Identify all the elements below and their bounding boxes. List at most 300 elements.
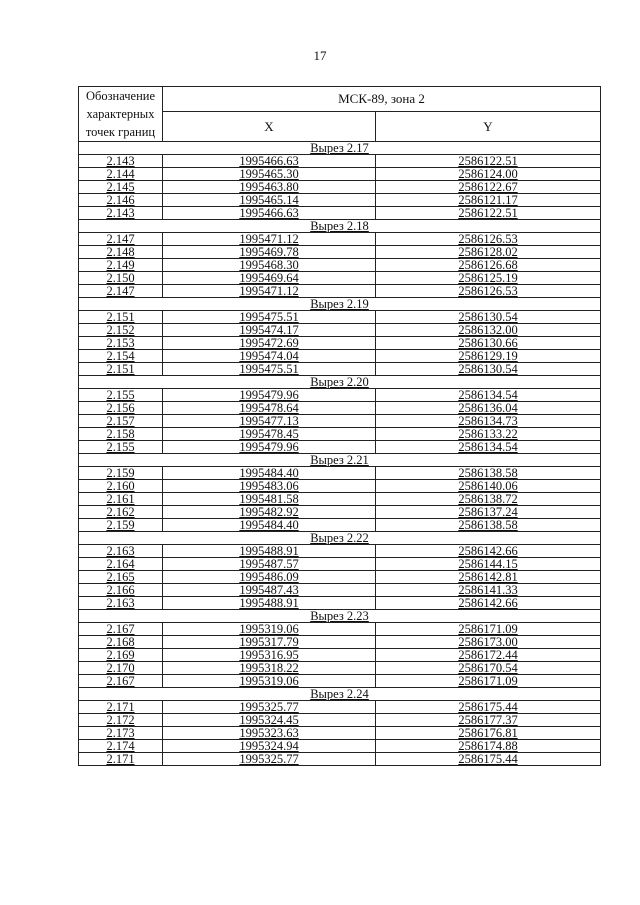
x-coordinate-cell xyxy=(163,467,376,480)
y-coordinate-value: 2586124.00 xyxy=(458,167,518,181)
y-coordinate-value: 2586172.44 xyxy=(458,648,518,662)
y-coordinate-value: 2586176.81 xyxy=(458,726,518,740)
y-coordinate-cell xyxy=(376,519,601,532)
y-coordinate-cell xyxy=(376,428,601,441)
point-id-value: 2.159 xyxy=(106,466,135,480)
y-coordinate-value: 2586171.09 xyxy=(458,674,518,688)
x-coordinate-value: 1995484.40 xyxy=(239,518,299,532)
y-coordinate-value: 2586142.81 xyxy=(458,570,518,584)
point-id-cell xyxy=(79,584,163,597)
section-title-cell xyxy=(79,142,601,155)
point-id-value: 2.146 xyxy=(106,193,135,207)
section-row xyxy=(79,688,601,701)
point-id-value: 2.174 xyxy=(106,739,135,753)
table-row xyxy=(79,246,601,259)
x-coordinate-value: 1995319.06 xyxy=(239,622,299,636)
section-title-cell xyxy=(79,688,601,701)
x-coordinate-cell xyxy=(163,350,376,363)
x-coordinate-cell xyxy=(163,519,376,532)
y-coordinate-cell xyxy=(376,740,601,753)
table-row xyxy=(79,389,601,402)
table-row xyxy=(79,311,601,324)
table-row xyxy=(79,194,601,207)
y-coordinate-cell xyxy=(376,350,601,363)
point-id-value: 2.154 xyxy=(106,349,135,363)
point-id-cell xyxy=(79,571,163,584)
x-coordinate-cell xyxy=(163,714,376,727)
y-coordinate-value: 2586142.66 xyxy=(458,596,518,610)
point-id-value: 2.147 xyxy=(106,232,135,246)
x-coordinate-cell xyxy=(163,753,376,766)
y-coordinate-cell xyxy=(376,311,601,324)
section-title: Вырез 2.21 xyxy=(310,453,369,467)
y-coordinate-cell xyxy=(376,493,601,506)
table-row xyxy=(79,402,601,415)
y-coordinate-value: 2586130.54 xyxy=(458,362,518,376)
table-row xyxy=(79,337,601,350)
table-row xyxy=(79,506,601,519)
point-id-value: 2.172 xyxy=(106,713,135,727)
point-id-value: 2.145 xyxy=(106,180,135,194)
x-coordinate-value: 1995318.22 xyxy=(239,661,299,675)
point-id-value: 2.152 xyxy=(106,323,135,337)
point-id-value: 2.164 xyxy=(106,557,135,571)
y-coordinate-cell xyxy=(376,545,601,558)
y-coordinate-cell xyxy=(376,402,601,415)
y-coordinate-cell xyxy=(376,389,601,402)
y-coordinate-value: 2586141.33 xyxy=(458,583,518,597)
section-title: Вырез 2.18 xyxy=(310,219,369,233)
point-id-cell xyxy=(79,623,163,636)
y-coordinate-value: 2586136.04 xyxy=(458,401,518,415)
x-coordinate-cell xyxy=(163,675,376,688)
section-row xyxy=(79,142,601,155)
point-id-value: 2.149 xyxy=(106,258,135,272)
x-coordinate-cell xyxy=(163,571,376,584)
table-header xyxy=(79,87,601,142)
x-coordinate-value: 1995475.51 xyxy=(239,310,299,324)
table-row xyxy=(79,272,601,285)
point-id-cell xyxy=(79,753,163,766)
point-id-cell xyxy=(79,168,163,181)
table-row xyxy=(79,623,601,636)
x-coordinate-value: 1995465.30 xyxy=(239,167,299,181)
x-coordinate-cell xyxy=(163,194,376,207)
point-id-cell xyxy=(79,480,163,493)
y-coordinate-value: 2586144.15 xyxy=(458,557,518,571)
point-id-cell xyxy=(79,636,163,649)
section-title: Вырез 2.24 xyxy=(310,687,369,701)
y-coordinate-value: 2586137.24 xyxy=(458,505,518,519)
y-coordinate-value: 2586130.54 xyxy=(458,310,518,324)
x-coordinate-cell xyxy=(163,363,376,376)
point-id-value: 2.173 xyxy=(106,726,135,740)
y-coordinate-value: 2586171.09 xyxy=(458,622,518,636)
x-coordinate-cell xyxy=(163,584,376,597)
x-coordinate-value: 1995487.57 xyxy=(239,557,299,571)
point-id-cell xyxy=(79,194,163,207)
section-title-cell xyxy=(79,610,601,623)
y-coordinate-cell xyxy=(376,662,601,675)
coordinates-table xyxy=(78,86,601,766)
y-coordinate-value: 2586130.66 xyxy=(458,336,518,350)
y-coordinate-cell xyxy=(376,649,601,662)
x-coordinate-value: 1995478.45 xyxy=(239,427,299,441)
y-coordinate-value: 2586134.54 xyxy=(458,388,518,402)
x-coordinate-cell xyxy=(163,207,376,220)
table-row xyxy=(79,727,601,740)
table-row xyxy=(79,649,601,662)
y-coordinate-cell xyxy=(376,467,601,480)
x-coordinate-cell xyxy=(163,259,376,272)
x-coordinate-cell xyxy=(163,428,376,441)
table-row xyxy=(79,545,601,558)
y-coordinate-cell xyxy=(376,272,601,285)
x-coordinate-value: 1995488.91 xyxy=(239,596,299,610)
section-title-cell xyxy=(79,298,601,311)
y-coordinate-value: 2586126.68 xyxy=(458,258,518,272)
point-id-cell xyxy=(79,363,163,376)
y-coordinate-value: 2586170.54 xyxy=(458,661,518,675)
section-title-cell xyxy=(79,220,601,233)
point-id-cell xyxy=(79,649,163,662)
y-coordinate-cell xyxy=(376,753,601,766)
x-coordinate-cell xyxy=(163,311,376,324)
table-row xyxy=(79,168,601,181)
point-id-value: 2.151 xyxy=(106,362,135,376)
y-coordinate-value: 2586134.73 xyxy=(458,414,518,428)
section-title-cell xyxy=(79,376,601,389)
x-coordinate-value: 1995465.14 xyxy=(239,193,299,207)
y-coordinate-cell xyxy=(376,181,601,194)
section-row xyxy=(79,532,601,545)
y-coordinate-cell xyxy=(376,259,601,272)
point-id-value: 2.159 xyxy=(106,518,135,532)
table-row xyxy=(79,493,601,506)
table-row xyxy=(79,415,601,428)
point-id-cell xyxy=(79,558,163,571)
y-coordinate-value: 2586122.51 xyxy=(458,154,518,168)
point-id-value: 2.162 xyxy=(106,505,135,519)
point-id-cell xyxy=(79,207,163,220)
table-row xyxy=(79,259,601,272)
x-coordinate-value: 1995482.92 xyxy=(239,505,299,519)
section-title: Вырез 2.22 xyxy=(310,531,369,545)
x-coordinate-cell xyxy=(163,181,376,194)
table-row xyxy=(79,584,601,597)
x-coordinate-value: 1995474.17 xyxy=(239,323,299,337)
table-row xyxy=(79,675,601,688)
point-id-value: 2.160 xyxy=(106,479,135,493)
x-coordinate-value: 1995324.45 xyxy=(239,713,299,727)
y-coordinate-value: 2586138.58 xyxy=(458,466,518,480)
point-id-cell xyxy=(79,389,163,402)
x-coordinate-cell xyxy=(163,558,376,571)
point-id-value: 2.165 xyxy=(106,570,135,584)
y-coordinate-value: 2586122.51 xyxy=(458,206,518,220)
x-coordinate-value: 1995466.63 xyxy=(239,154,299,168)
section-title: Вырез 2.19 xyxy=(310,297,369,311)
point-id-value: 2.171 xyxy=(106,752,135,766)
x-coordinate-cell xyxy=(163,506,376,519)
x-coordinate-value: 1995316.95 xyxy=(239,648,299,662)
y-coordinate-cell xyxy=(376,168,601,181)
table-row xyxy=(79,233,601,246)
x-coordinate-cell xyxy=(163,233,376,246)
x-coordinate-value: 1995474.04 xyxy=(239,349,299,363)
x-coordinate-cell xyxy=(163,168,376,181)
x-coordinate-value: 1995486.09 xyxy=(239,570,299,584)
x-coordinate-value: 1995469.78 xyxy=(239,245,299,259)
x-coordinate-value: 1995472.69 xyxy=(239,336,299,350)
table-row xyxy=(79,714,601,727)
table-row xyxy=(79,753,601,766)
y-coordinate-cell xyxy=(376,506,601,519)
y-coordinate-cell xyxy=(376,441,601,454)
point-id-value: 2.151 xyxy=(106,310,135,324)
y-coordinate-cell xyxy=(376,246,601,259)
table-row xyxy=(79,662,601,675)
section-row xyxy=(79,298,601,311)
x-coordinate-value: 1995319.06 xyxy=(239,674,299,688)
y-coordinate-value: 2586142.66 xyxy=(458,544,518,558)
y-coordinate-value: 2586125.19 xyxy=(458,271,518,285)
header-coordinate-system: МСК-89, зона 2 xyxy=(163,87,601,112)
point-id-value: 2.163 xyxy=(106,544,135,558)
point-id-cell xyxy=(79,350,163,363)
x-coordinate-cell xyxy=(163,623,376,636)
y-coordinate-value: 2586126.53 xyxy=(458,232,518,246)
y-coordinate-cell xyxy=(376,285,601,298)
x-coordinate-value: 1995317.79 xyxy=(239,635,299,649)
point-id-value: 2.166 xyxy=(106,583,135,597)
table-row xyxy=(79,324,601,337)
table-row xyxy=(79,363,601,376)
point-id-cell xyxy=(79,272,163,285)
header-point-line-1: Обозначение xyxy=(85,89,156,103)
point-id-value: 2.147 xyxy=(106,284,135,298)
table-row xyxy=(79,558,601,571)
y-coordinate-cell xyxy=(376,558,601,571)
table-row xyxy=(79,428,601,441)
point-id-value: 2.167 xyxy=(106,622,135,636)
x-coordinate-cell xyxy=(163,545,376,558)
point-id-value: 2.171 xyxy=(106,700,135,714)
section-title: Вырез 2.20 xyxy=(310,375,369,389)
x-coordinate-cell xyxy=(163,272,376,285)
point-id-cell xyxy=(79,428,163,441)
header-y: Y xyxy=(376,112,601,142)
y-coordinate-value: 2586173.00 xyxy=(458,635,518,649)
table-row xyxy=(79,571,601,584)
section-row xyxy=(79,454,601,467)
point-id-value: 2.155 xyxy=(106,440,135,454)
x-coordinate-cell xyxy=(163,441,376,454)
point-id-value: 2.158 xyxy=(106,427,135,441)
point-id-value: 2.144 xyxy=(106,167,135,181)
y-coordinate-cell xyxy=(376,584,601,597)
y-coordinate-cell xyxy=(376,324,601,337)
point-id-cell xyxy=(79,597,163,610)
y-coordinate-value: 2586129.19 xyxy=(458,349,518,363)
header-point-line-3: точек границ xyxy=(85,125,156,139)
point-id-value: 2.156 xyxy=(106,401,135,415)
x-coordinate-cell xyxy=(163,285,376,298)
x-coordinate-value: 1995479.96 xyxy=(239,388,299,402)
x-coordinate-value: 1995469.64 xyxy=(239,271,299,285)
point-id-cell xyxy=(79,493,163,506)
y-coordinate-cell xyxy=(376,701,601,714)
table-row xyxy=(79,597,601,610)
point-id-cell xyxy=(79,662,163,675)
point-id-cell xyxy=(79,714,163,727)
x-coordinate-value: 1995481.58 xyxy=(239,492,299,506)
y-coordinate-cell xyxy=(376,363,601,376)
x-coordinate-cell xyxy=(163,324,376,337)
y-coordinate-cell xyxy=(376,194,601,207)
x-coordinate-cell xyxy=(163,155,376,168)
point-id-cell xyxy=(79,701,163,714)
x-coordinate-value: 1995478.64 xyxy=(239,401,299,415)
table-row xyxy=(79,441,601,454)
x-coordinate-value: 1995324.94 xyxy=(239,739,299,753)
point-id-value: 2.143 xyxy=(106,154,135,168)
point-id-value: 2.153 xyxy=(106,336,135,350)
table-row xyxy=(79,181,601,194)
table-row xyxy=(79,636,601,649)
y-coordinate-value: 2586133.22 xyxy=(458,427,518,441)
point-id-cell xyxy=(79,324,163,337)
x-coordinate-value: 1995463.80 xyxy=(239,180,299,194)
x-coordinate-cell xyxy=(163,402,376,415)
point-id-cell xyxy=(79,519,163,532)
x-coordinate-value: 1995323.63 xyxy=(239,726,299,740)
x-coordinate-cell xyxy=(163,389,376,402)
x-coordinate-cell xyxy=(163,415,376,428)
y-coordinate-cell xyxy=(376,571,601,584)
x-coordinate-cell xyxy=(163,649,376,662)
point-id-cell xyxy=(79,337,163,350)
page-number: 17 xyxy=(313,48,327,63)
y-coordinate-cell xyxy=(376,597,601,610)
point-id-value: 2.155 xyxy=(106,388,135,402)
x-coordinate-cell xyxy=(163,246,376,259)
point-id-value: 2.169 xyxy=(106,648,135,662)
y-coordinate-cell xyxy=(376,415,601,428)
point-id-cell xyxy=(79,467,163,480)
x-coordinate-cell xyxy=(163,662,376,675)
y-coordinate-value: 2586177.37 xyxy=(458,713,518,727)
x-coordinate-value: 1995483.06 xyxy=(239,479,299,493)
y-coordinate-cell xyxy=(376,233,601,246)
point-id-cell xyxy=(79,506,163,519)
table-body xyxy=(79,142,601,766)
table-row xyxy=(79,701,601,714)
table-row xyxy=(79,519,601,532)
table-row xyxy=(79,155,601,168)
x-coordinate-value: 1995487.43 xyxy=(239,583,299,597)
table-row xyxy=(79,350,601,363)
y-coordinate-cell xyxy=(376,675,601,688)
y-coordinate-cell xyxy=(376,623,601,636)
point-id-cell xyxy=(79,285,163,298)
x-coordinate-cell xyxy=(163,597,376,610)
section-title-cell xyxy=(79,454,601,467)
point-id-cell xyxy=(79,311,163,324)
point-id-value: 2.150 xyxy=(106,271,135,285)
y-coordinate-value: 2586128.02 xyxy=(458,245,518,259)
header-point-designation xyxy=(79,87,163,142)
x-coordinate-value: 1995488.91 xyxy=(239,544,299,558)
header-point-line-2: характерных xyxy=(86,107,155,121)
x-coordinate-cell xyxy=(163,636,376,649)
y-coordinate-value: 2586138.72 xyxy=(458,492,518,506)
section-row xyxy=(79,610,601,623)
table-row xyxy=(79,207,601,220)
point-id-cell xyxy=(79,545,163,558)
section-title-cell xyxy=(79,532,601,545)
x-coordinate-value: 1995477.13 xyxy=(239,414,299,428)
x-coordinate-cell xyxy=(163,740,376,753)
y-coordinate-cell xyxy=(376,636,601,649)
y-coordinate-cell xyxy=(376,727,601,740)
table-row xyxy=(79,467,601,480)
y-coordinate-cell xyxy=(376,480,601,493)
y-coordinate-value: 2586174.88 xyxy=(458,739,518,753)
point-id-value: 2.143 xyxy=(106,206,135,220)
header-x: X xyxy=(163,112,376,142)
y-coordinate-value: 2586134.54 xyxy=(458,440,518,454)
x-coordinate-value: 1995479.96 xyxy=(239,440,299,454)
point-id-cell xyxy=(79,246,163,259)
x-coordinate-cell xyxy=(163,493,376,506)
table-row xyxy=(79,480,601,493)
y-coordinate-value: 2586122.67 xyxy=(458,180,518,194)
section-title: Вырез 2.23 xyxy=(310,609,369,623)
point-id-cell xyxy=(79,415,163,428)
point-id-value: 2.157 xyxy=(106,414,135,428)
y-coordinate-value: 2586175.44 xyxy=(458,700,518,714)
point-id-value: 2.148 xyxy=(106,245,135,259)
point-id-value: 2.161 xyxy=(106,492,135,506)
point-id-value: 2.170 xyxy=(106,661,135,675)
x-coordinate-value: 1995484.40 xyxy=(239,466,299,480)
x-coordinate-cell xyxy=(163,727,376,740)
section-row xyxy=(79,220,601,233)
section-row xyxy=(79,376,601,389)
point-id-cell xyxy=(79,727,163,740)
x-coordinate-cell xyxy=(163,337,376,350)
y-coordinate-cell xyxy=(376,207,601,220)
point-id-cell xyxy=(79,233,163,246)
x-coordinate-cell xyxy=(163,480,376,493)
x-coordinate-value: 1995468.30 xyxy=(239,258,299,272)
x-coordinate-value: 1995325.77 xyxy=(239,752,299,766)
point-id-value: 2.163 xyxy=(106,596,135,610)
y-coordinate-cell xyxy=(376,155,601,168)
table-row xyxy=(79,740,601,753)
x-coordinate-value: 1995471.12 xyxy=(239,232,299,246)
x-coordinate-value: 1995325.77 xyxy=(239,700,299,714)
section-title: Вырез 2.17 xyxy=(310,141,369,155)
point-id-value: 2.167 xyxy=(106,674,135,688)
y-coordinate-value: 2586132.00 xyxy=(458,323,518,337)
point-id-cell xyxy=(79,155,163,168)
point-id-cell xyxy=(79,441,163,454)
y-coordinate-value: 2586175.44 xyxy=(458,752,518,766)
y-coordinate-value: 2586140.06 xyxy=(458,479,518,493)
table-row xyxy=(79,285,601,298)
